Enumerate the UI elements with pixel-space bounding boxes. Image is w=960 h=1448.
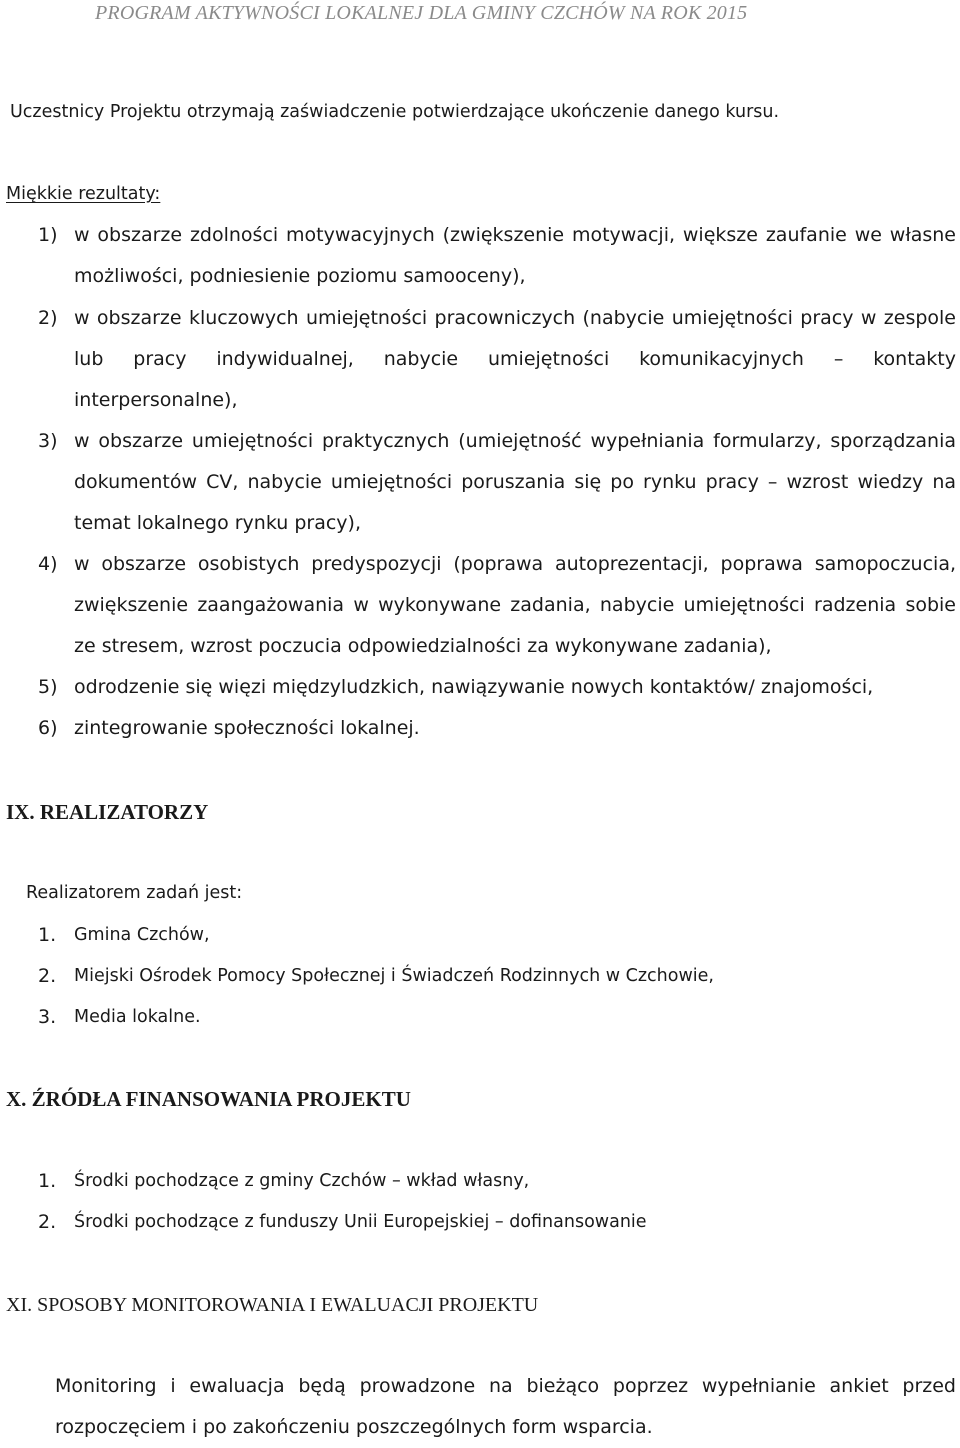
soft-result-2-line-3: interpersonalne), [74,389,238,411]
section-11-heading: XI. SPOSOBY MONITOROWANIA I EWALUACJI PROJEKTU [6,1294,539,1316]
soft-result-1-number: 1) [38,224,58,246]
section-10-item-1: Środki pochodzące z gminy Czchów – wkład własny, [74,1171,530,1191]
section-9-item-3-number: 3. [38,1006,57,1028]
section-9-item-2: Miejski Ośrodek Pomocy Społecznej i Świadczeń Rodzinnych w Czchowie, [74,966,714,986]
soft-result-1-text [74,215,956,297]
section-10-item-1-number: 1. [38,1170,57,1192]
soft-result-6-number: 6) [38,717,58,739]
soft-result-2-text [74,298,956,421]
soft-result-2-line-2: lub pracy indywidualnej, nabycie umiejętności komunikacyjnych – kontakty [74,348,956,370]
soft-result-3-line-3: temat lokalnego rynku pracy), [74,512,361,534]
soft-results-heading: Miękkie rezultaty: [6,184,161,204]
soft-result-3-line-2: dokumentów CV, nabycie umiejętności poruszania się po rynku pracy – wzrost wiedzy na [74,471,956,493]
section-9-heading: IX. REALIZATORZY [6,800,209,824]
section-11-line-1: Monitoring i ewaluacja będą prowadzone na bieżąco poprzez wypełnianie ankiet przed [55,1375,956,1397]
soft-result-3-text [74,421,956,544]
soft-result-5-text [74,667,956,708]
soft-result-5-number: 5) [38,676,58,698]
soft-result-2-line-1: w obszarze kluczowych umiejętności pracowniczych (nabycie umiejętności pracy w zespole [74,307,956,329]
section-11-paragraph [55,1366,956,1448]
soft-result-6-text [74,708,956,749]
section-10-item-2: Środki pochodzące z funduszy Unii Europejskiej – dofinansowanie [74,1212,647,1232]
soft-result-1-line-2: możliwości, podniesienie poziomu samooceny), [74,265,526,287]
section-11-line-2: rozpoczęciem i po zakończeniu poszczególnych form wsparcia. [55,1416,653,1438]
section-9-item-1-number: 1. [38,924,57,946]
section-9-intro: Realizatorem zadań jest: [26,883,243,903]
soft-result-4-line-3: ze stresem, wzrost poczucia odpowiedzialności za wykonywane zadania), [74,635,772,657]
page-header: PROGRAM AKTYWNOŚCI LOKALNEJ DLA GMINY CZCHÓW NA ROK 2015 [95,2,748,24]
soft-result-4-number: 4) [38,553,58,575]
soft-result-2-number: 2) [38,307,58,329]
certificate-line: Uczestnicy Projektu otrzymają zaświadczenie potwierdzające ukończenie danego kursu. [10,102,780,122]
section-9-item-2-number: 2. [38,965,57,987]
soft-result-5-line-1: odrodzenie się więzi międzyludzkich, nawiązywanie nowych kontaktów/ znajomości, [74,676,874,698]
section-10-heading: X. ŹRÓDŁA FINANSOWANIA PROJEKTU [6,1087,411,1111]
section-9-item-1: Gmina Czchów, [74,925,210,945]
soft-result-4-text [74,544,956,667]
soft-result-3-line-1: w obszarze umiejętności praktycznych (umiejętność wypełniania formularzy, sporządzania [74,430,956,452]
soft-result-4-line-2: zwiększenie zaangażowania w wykonywane zadania, nabycie umiejętności radzenia sobie [74,594,956,616]
soft-result-4-line-1: w obszarze osobistych predyspozycji (poprawa autoprezentacji, poprawa samopoczucia, [74,553,956,575]
section-9-item-3: Media lokalne. [74,1007,201,1027]
soft-result-3-number: 3) [38,430,58,452]
section-10-item-2-number: 2. [38,1211,57,1233]
soft-result-6-line-1: zintegrowanie społeczności lokalnej. [74,717,420,739]
soft-result-1-line-1: w obszarze zdolności motywacyjnych (zwiększenie motywacji, większe zaufanie we własne [74,224,956,246]
